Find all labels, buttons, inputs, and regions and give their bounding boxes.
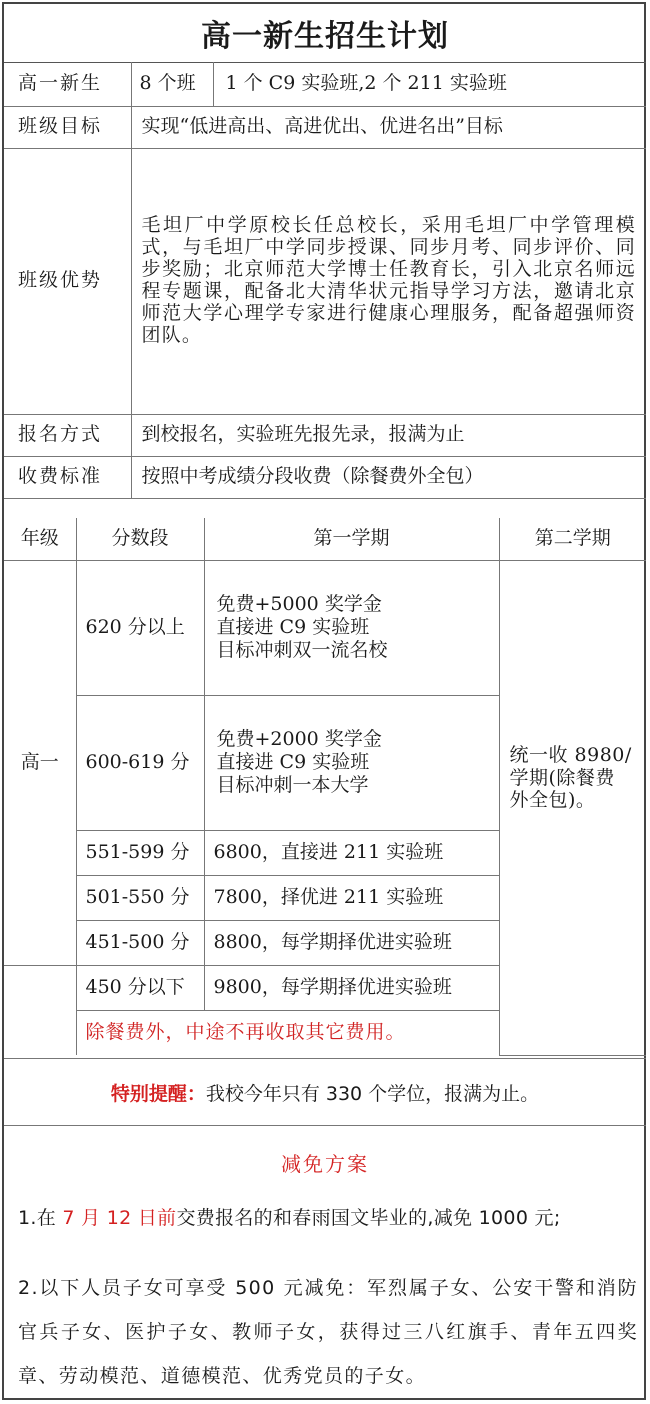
grade-cell-empty — [4, 965, 76, 1055]
first-term-fee — [204, 560, 499, 695]
info-row-advantage — [4, 148, 646, 414]
header-grade: 年级 — [4, 518, 76, 560]
goal-value: 实现“低进高出、高进优出、优进名出”目标 — [131, 106, 646, 148]
info-row-goal — [4, 106, 646, 148]
advantage-value: 毛坦厂中学原校长任总校长，采用毛坦厂中学管理模式，与毛坦厂中学同步授课、同步月考、同步评价、同步奖励；北京师范大学博士任教育长，引入北京名师远程专题课，配备北大清华状元指导学习方法，邀请北京师范大学心理学专家进行健康心理服务，配备超强师资团队。 — [131, 148, 646, 414]
first-term-fee: 8800，每学期择优进实验班 — [204, 920, 499, 965]
score-range: 600-619 分 — [76, 695, 204, 830]
special-reminder — [4, 1058, 646, 1126]
fee-line: 目标冲刺双一流名校 — [216, 638, 388, 661]
method-value: 到校报名，实验班先报先录，报满为止 — [131, 414, 646, 456]
first-term-fee: 7800，择优进 211 实验班 — [204, 875, 499, 920]
first-term-fee: 9800，每学期择优进实验班 — [204, 965, 499, 1010]
class-count: 8 个班 — [131, 62, 213, 106]
fee-line: 直接进 C9 实验班 — [216, 751, 370, 774]
header-second-term: 第二学期 — [499, 518, 646, 560]
reduction-item-2: 2.以下人员子女可享受 500 元减免：军烈属子女、公安干警和消防官兵子女、医护子女、教师子女，获得过三八红旗手、青年五四奖章、劳动模范、道德模范、优秀党员的子女。 — [18, 1277, 638, 1387]
score-range: 451-500 分 — [76, 920, 204, 965]
info-row-freshmen — [4, 62, 646, 106]
grade-cell: 高一 — [4, 560, 76, 965]
item1-text: 交费报名的和春雨国文毕业的,减免 1000 元; — [176, 1207, 561, 1229]
header-score: 分数段 — [76, 518, 204, 560]
fee-header-row — [4, 518, 646, 560]
advantage-label: 班级优势 — [4, 148, 131, 414]
header-first-term: 第一学期 — [204, 518, 499, 560]
item1-deadline: 7 月 12 日前 — [62, 1207, 177, 1229]
page-title: 高一新生招生计划 — [4, 4, 646, 63]
class-detail: 1 个 C9 实验班,2 个 211 实验班 — [213, 62, 646, 106]
reduction-title: 减免方案 — [281, 1152, 369, 1176]
second-term-fee — [499, 560, 646, 1055]
fee-line: 免费+5000 奖学金 — [216, 593, 382, 616]
fee-table — [4, 518, 646, 1056]
reduction-section — [4, 1126, 646, 1402]
score-range: 551-599 分 — [76, 830, 204, 875]
fee-line: 免费+2000 奖学金 — [216, 728, 382, 751]
info-table — [4, 62, 646, 499]
second-term-line: 统一收 8980/ — [509, 743, 632, 766]
info-row-fee-standard — [4, 456, 646, 498]
fee-standard-label: 收费标准 — [4, 456, 131, 498]
score-range: 501-550 分 — [76, 875, 204, 920]
score-range: 450 分以下 — [76, 965, 204, 1010]
reminder-text: 我校今年只有 330 个学位，报满为止。 — [205, 1082, 540, 1105]
fee-line: 目标冲刺一本大学 — [216, 773, 369, 796]
fee-standard-value: 按照中考成绩分段收费（除餐费外全包） — [131, 456, 646, 498]
first-term-fee — [204, 695, 499, 830]
reduction-item-1 — [18, 1204, 638, 1232]
info-row-method — [4, 414, 646, 456]
item1-prefix: 1.在 — [18, 1207, 63, 1229]
reminder-prefix: 特别提醒： — [110, 1082, 206, 1105]
fee-row — [4, 560, 646, 695]
goal-label: 班级目标 — [4, 106, 131, 148]
document-frame — [2, 2, 646, 1400]
score-range: 620 分以上 — [76, 560, 204, 695]
second-term-line: 外全包)。 — [509, 789, 596, 812]
first-term-fee: 6800，直接进 211 实验班 — [204, 830, 499, 875]
freshmen-label: 高一新生 — [4, 62, 131, 106]
method-label: 报名方式 — [4, 414, 131, 456]
fee-note: 除餐费外，中途不再收取其它费用。 — [76, 1010, 499, 1055]
fee-line: 直接进 C9 实验班 — [216, 616, 370, 639]
second-term-line: 学期(除餐费 — [509, 766, 615, 789]
